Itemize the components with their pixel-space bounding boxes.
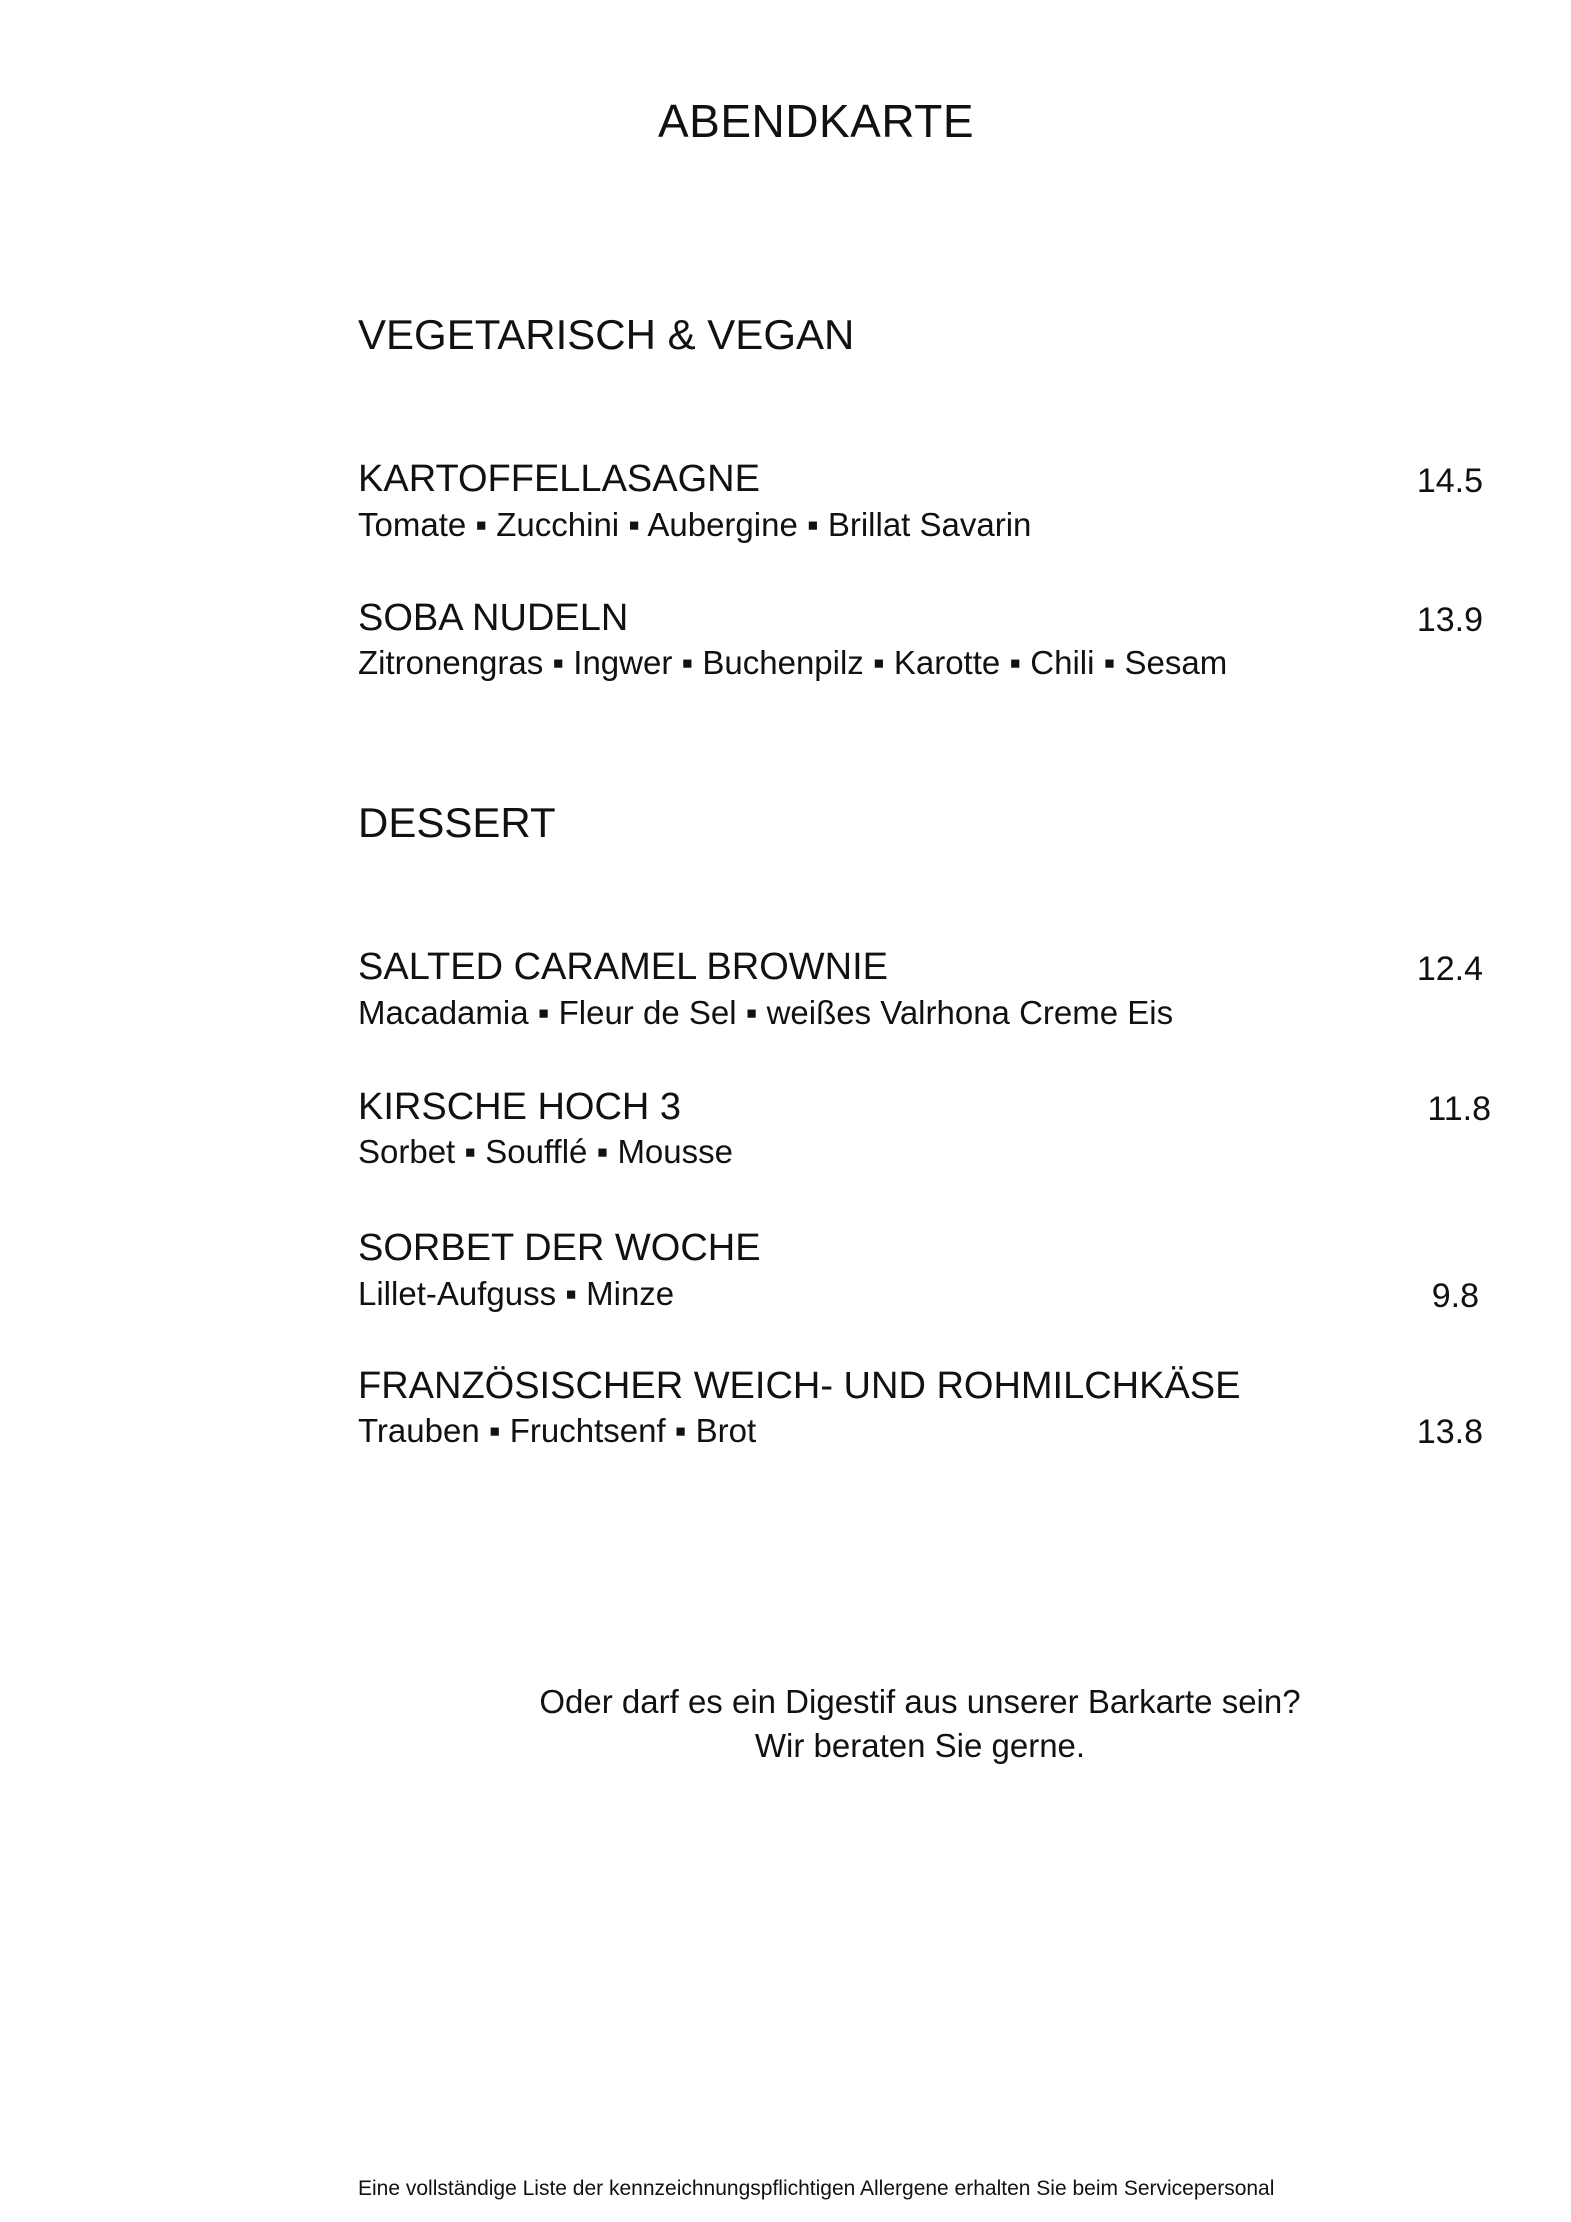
closing-line-2: Wir beraten Sie gerne.: [754, 1726, 1086, 1764]
page-title: ABENDKARTE: [657, 95, 975, 147]
dish-description: Trauben ▪ Fruchtsenf ▪ Brot: [358, 1412, 757, 1449]
dish-name: SORBET DER WOCHE: [358, 1227, 761, 1269]
closing-line-1: Oder darf es ein Digestif aus unserer Barkarte sein?: [539, 1683, 1301, 1720]
dish-price: 12.4: [1416, 950, 1483, 988]
dish-price: 13.9: [1416, 601, 1483, 639]
dish-description: Tomate ▪ Zucchini ▪ Aubergine ▪ Brillat Savarin: [358, 506, 1032, 543]
dish-price: 13.8: [1416, 1413, 1483, 1451]
dish-price: 9.8: [1431, 1277, 1479, 1315]
section-heading-dessert: DESSERT: [358, 799, 556, 846]
dish-name: SOBA NUDELN: [358, 597, 629, 639]
dish-description: Macadamia ▪ Fleur de Sel ▪ weißes Valrhona Creme Eis: [358, 994, 1174, 1031]
dish-description: Lillet-Aufguss ▪ Minze: [358, 1275, 675, 1312]
dish-name: SALTED CARAMEL BROWNIE: [358, 946, 888, 988]
dish-name: KARTOFFELLASAGNE: [358, 458, 760, 500]
dish-description: Sorbet ▪ Soufflé ▪ Mousse: [358, 1133, 733, 1170]
closing-text: [460, 1680, 1380, 1767]
dish-name: FRANZÖSISCHER WEICH- UND ROHMILCHKÄSE: [358, 1365, 1241, 1407]
allergen-note: Eine vollständige Liste der kennzeichnungspflichtigen Allergene erhalten Sie beim Servicepersonal: [358, 2177, 1275, 2200]
section-heading-vegetarian: VEGETARISCH & VEGAN: [358, 311, 855, 358]
dish-price: 14.5: [1416, 462, 1483, 500]
dish-description: Zitronengras ▪ Ingwer ▪ Buchenpilz ▪ Karotte ▪ Chili ▪ Sesam: [358, 644, 1228, 681]
dish-name: KIRSCHE HOCH 3: [358, 1086, 682, 1128]
dish-price: 11.8: [1427, 1090, 1491, 1128]
